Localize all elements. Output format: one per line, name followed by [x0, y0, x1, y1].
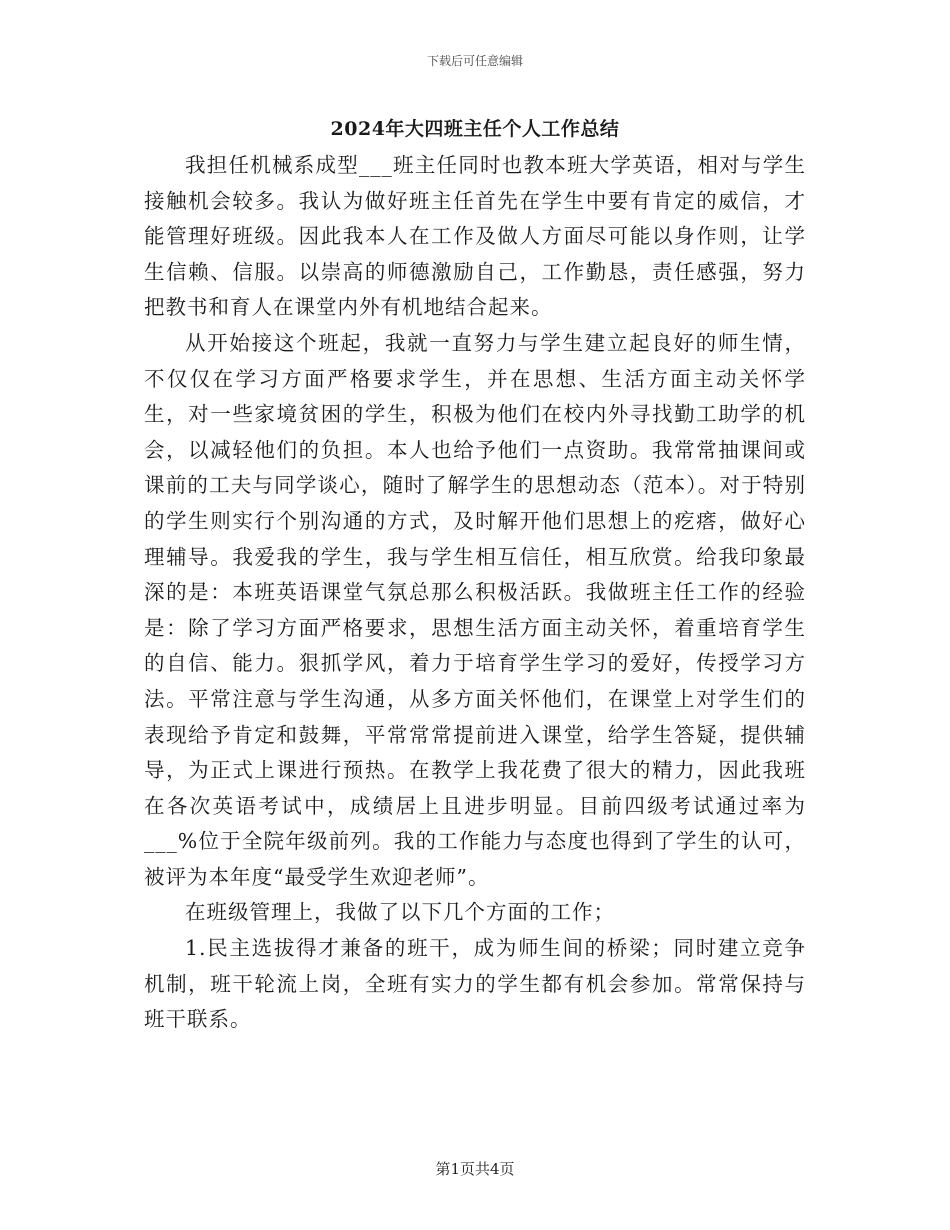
paragraph-2: 从开始接这个班起，我就一直努力与学生建立起良好的师生情，不仅仅在学习方面严格要求学生，并在思想、生活方面主动关怀学生，对一些家境贫困的学生，积极为他们在校内外寻找勤工助学的机会，以减轻他们的负担。本人也给予他们一点资助。我常常抽课间或课前的工夫与同学谈心，随时了解学生的思想动态（范本）。对于特别的学生则实行个别沟通的方式，及时解开他们思想上的疙瘩，做好心理辅导。我爱我的学生，我与学生相互信任，相互欣赏。给我印象最深的是：本班英语课堂气氛总那么积极活跃。我做班主任工作的经验是：除了学习方面严格要求，思想生活方面主动关怀，着重培育学生的自信、能力。狠抓学风，着力于培育学生学习的爱好，传授学习方法。平常注意与学生沟通，从多方面关怀他们，在课堂上对学生们的表现给予肯定和鼓舞，平常常常提前进入课堂，给学生答疑，提供辅导，为正式上课进行预热。在教学上我花费了很大的精力，因此我班在各次英语考试中，成绩居上且进步明显。目前四级考试通过率为___%位于全院年级前列。我的工作能力与态度也得到了学生的认可，被评为本年度“最受学生欢迎老师”。	[144, 330, 806, 889]
document-title: 2024年大四班主任个人工作总结	[330, 118, 620, 140]
page-header: 下载后可任意编辑	[426, 54, 523, 68]
document-body	[144, 148, 806, 1038]
paragraph-3: 在班级管理上，我做了以下几个方面的工作；	[185, 900, 615, 925]
paragraph-4: 1.民主选拔得才兼备的班干，成为师生间的桥梁；同时建立竞争机制，班干轮流上岗，全班有实力的学生都有机会参加。常常保持与班干联系。	[144, 936, 806, 1032]
paragraph-1: 我担任机械系成型___班主任同时也教本班大学英语，相对与学生接触机会较多。我认为做好班主任首先在学生中要有肯定的威信，才能管理好班级。因此我本人在工作及做人方面尽可能以身作则，让学生信赖、信服。以崇高的师德激励自己，工作勤恳，责任感强，努力把教书和育人在课堂内外有机地结合起来。	[144, 153, 806, 320]
page-footer: 第1页共4页	[435, 1160, 515, 1178]
